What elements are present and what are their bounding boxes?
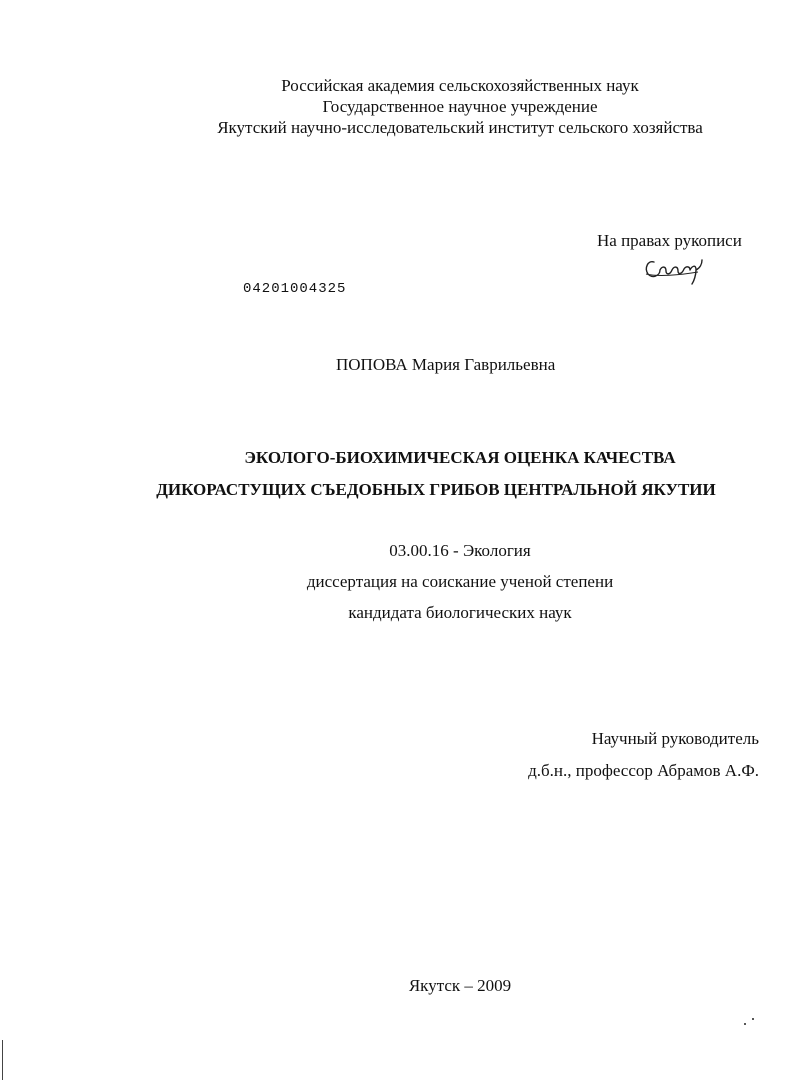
academy-name: Российская академия сельскохозяйственных наук	[281, 76, 639, 95]
author-name: ПОПОВА Мария Гаврильевна	[336, 355, 556, 374]
scan-edge-mark	[2, 1040, 3, 1080]
specialty-code: 03.00.16 - Экология	[389, 541, 531, 560]
title-line-1: ЭКОЛОГО-БИОХИМИЧЕСКАЯ ОЦЕНКА КАЧЕСТВА	[244, 448, 676, 467]
supervisor-label: Научный руководитель	[591, 729, 759, 748]
registration-number: 04201004325	[243, 281, 347, 297]
degree-line-1: диссертация на соискание ученой степени	[306, 572, 614, 591]
supervisor-name: д.б.н., профессор Абрамов А.Ф.	[528, 761, 759, 780]
scan-speck	[744, 1023, 746, 1025]
signature-image	[640, 250, 710, 290]
degree-line-2: кандидата биологических наук	[348, 603, 572, 622]
institution-type: Государственное научное учреждение	[322, 97, 598, 116]
place-year: Якутск – 2009	[408, 976, 512, 995]
institute-name: Якутский научно-исследовательский институт сельского хозяйства	[217, 118, 703, 137]
scan-speck	[752, 1018, 754, 1020]
manuscript-rights-label: На правах рукописи	[597, 231, 742, 250]
title-line-2: ДИКОРАСТУЩИХ СЪЕДОБНЫХ ГРИБОВ ЦЕНТРАЛЬНОЙ ЯКУТИИ	[156, 480, 716, 499]
